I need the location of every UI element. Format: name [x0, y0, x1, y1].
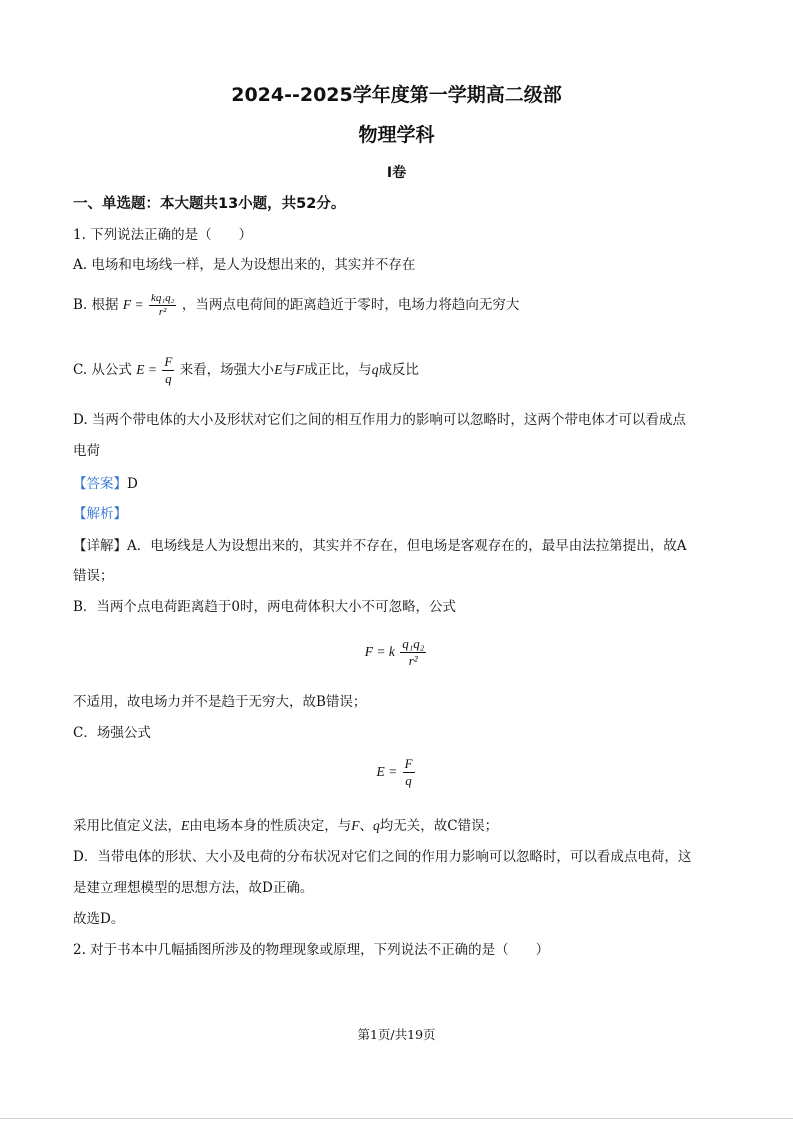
detail-tag: 【详解】 — [73, 538, 127, 554]
math-f: F — [351, 818, 360, 833]
volume-label: I卷 — [386, 165, 407, 181]
answer-line — [73, 475, 138, 493]
document-title: 2024--2025学年度第一学期高二级部 — [231, 84, 562, 106]
math-eq: = — [147, 362, 157, 377]
detail-b-after: 不适用，故电场力并不是趋于无穷大，故B错误； — [73, 694, 367, 710]
option-b-prefix: B. 根据 — [73, 297, 119, 313]
math-numerator: q₁q₂ — [402, 636, 425, 651]
math-denominator: q — [403, 772, 415, 789]
detail-c-after-3: 、 — [359, 818, 373, 834]
page-bottom-divider — [0, 1118, 793, 1119]
math-f: F — [122, 297, 132, 312]
page-footer: 第1页/共19页 — [357, 1027, 436, 1042]
detail-c-after-4: 均无关，故C错误； — [379, 818, 499, 834]
option-d-line1: D. 当两个带电体的大小及形状对它们之间的相互作用力的影响可以忽略时，这两个带电体才可以看成点 — [73, 412, 686, 428]
detail-a-line2: 错误； — [73, 568, 114, 584]
question-1-stem: 1. 下列说法正确的是（ ） — [73, 227, 253, 243]
option-b — [73, 290, 519, 320]
option-c-mid2: 与 — [282, 362, 296, 378]
math-e: E — [274, 362, 283, 377]
formula-coulomb-option — [122, 292, 182, 319]
answer-tag: 【答案】 — [73, 476, 127, 492]
math-numerator: F — [164, 354, 173, 370]
math-denominator: r² — [400, 652, 426, 669]
answer-value: D — [127, 476, 138, 492]
math-q: q — [373, 818, 380, 833]
option-b-suffix: ，当两点电荷间的距离趋近于零时，电场力将趋向无穷大 — [181, 297, 520, 313]
option-c-mid3: 成正比，与 — [304, 362, 372, 378]
detail-c-after-1: 采用比值定义法， — [73, 818, 181, 834]
subject-title: 物理学科 — [358, 124, 435, 146]
option-d-line2: 电荷 — [73, 443, 100, 459]
detail-d-line1: D．当带电体的形状、大小及电荷的分布状况对它们之间的作用力影响可以忽略时，可以看成点电荷，这 — [73, 849, 692, 865]
math-numerator: F — [404, 756, 413, 771]
option-a: A. 电场和电场线一样，是人为设想出来的，其实并不存在 — [73, 257, 416, 273]
detail-c-after-2: 由电场本身的性质决定，与 — [189, 818, 352, 834]
math-eq: = — [134, 297, 144, 312]
math-k: k — [388, 643, 395, 659]
math-q: q — [371, 362, 379, 377]
math-eq: = — [376, 643, 386, 659]
detail-a-text: A．电场线是人为设想出来的，其实并不存在，但电场是客观存在的，最早由法拉第提出，故A — [127, 538, 687, 554]
math-eq: = — [388, 763, 398, 779]
math-f: F — [295, 362, 305, 377]
option-c — [73, 353, 419, 387]
analysis-tag: 【解析】 — [73, 506, 127, 522]
option-c-suffix: 成反比 — [378, 362, 419, 378]
math-denominator: r² — [149, 305, 177, 319]
detail-b-line: B．当两个点电荷距离趋于0时，两电荷体积大小不可忽略，公式 — [73, 599, 457, 615]
formula-coulomb-display — [0, 636, 793, 669]
detail-c-after — [73, 817, 498, 835]
conclusion-line: 故选D。 — [73, 911, 125, 927]
math-e: E — [136, 362, 145, 377]
math-denominator: q — [162, 370, 174, 387]
formula-field-display — [0, 756, 793, 789]
section-heading: 一、单选题：本大题共13小题，共52分。 — [73, 196, 346, 212]
math-e: E — [181, 818, 190, 833]
detail-c-line: C．场强公式 — [73, 725, 151, 741]
detail-a-line1 — [73, 537, 687, 555]
math-f: F — [364, 643, 373, 659]
formula-field-option — [136, 354, 179, 387]
math-numerator: kq₁q₂ — [150, 292, 175, 305]
question-2-stem: 2. 对于书本中几幅插图所涉及的物理现象或原理，下列说法不正确的是（ ） — [73, 942, 550, 958]
math-e: E — [376, 763, 385, 779]
detail-d-line2: 是建立理想模型的思想方法，故D正确。 — [73, 880, 314, 896]
option-c-mid1: 来看，场强大小 — [179, 362, 275, 378]
option-c-prefix: C. 从公式 — [73, 362, 132, 378]
